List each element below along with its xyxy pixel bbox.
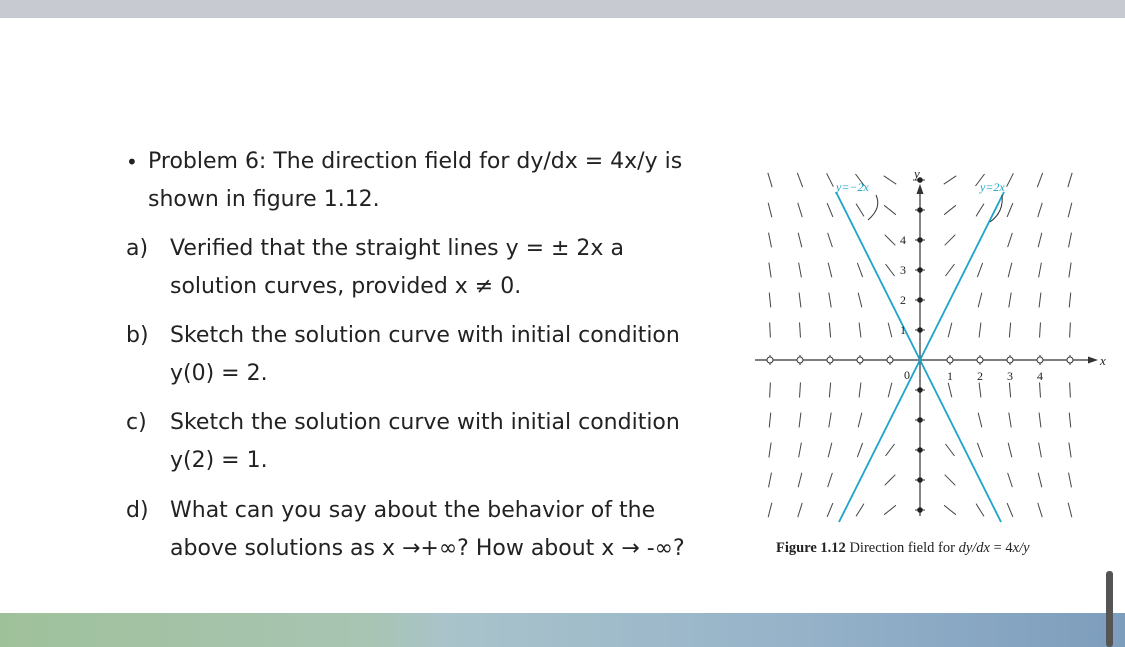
slope-segment — [979, 323, 981, 338]
slope-segment — [768, 503, 772, 518]
slope-segment — [1039, 263, 1042, 278]
slope-segment — [798, 203, 802, 217]
caption-eq: = 4 — [989, 540, 1013, 556]
part-a-line1: Verified that the straight lines y = ± 2x a — [170, 236, 624, 261]
slope-segment — [799, 293, 801, 308]
slope-segment — [946, 444, 955, 456]
x-tick-label: 3 — [1007, 369, 1013, 383]
bullet-marker: • — [126, 150, 138, 174]
slope-segment — [827, 503, 833, 517]
figure-caption — [776, 540, 1030, 557]
slope-segment — [1069, 413, 1070, 428]
part-a-line2: solution curves, provided x ≠ 0. — [170, 274, 522, 299]
x-tick-label: 1 — [947, 369, 953, 383]
x-axis-point — [947, 357, 953, 363]
slope-segment — [1009, 413, 1011, 428]
slope-segment — [976, 504, 984, 517]
slope-segment — [857, 263, 862, 277]
slope-segment — [769, 233, 772, 248]
slope-segment — [1009, 383, 1010, 398]
y-tick-label: 3 — [900, 263, 906, 277]
y-axis-point — [917, 207, 923, 213]
slope-segment — [884, 205, 896, 214]
slope-segment — [945, 475, 956, 486]
slope-segment — [798, 503, 802, 517]
slope-segment — [1007, 203, 1013, 217]
slope-segment — [859, 323, 861, 338]
slope-segment — [948, 323, 952, 338]
slope-segment — [1037, 173, 1042, 187]
slope-segment — [859, 383, 861, 398]
slope-segment — [1069, 233, 1072, 248]
caption-text: Direction field for — [845, 540, 959, 556]
part-b-line1: Sketch the solution curve with initial condition — [170, 323, 680, 348]
y-axis-arrow — [917, 184, 924, 194]
slope-segment — [886, 264, 895, 276]
slope-segment — [1039, 293, 1041, 308]
slope-segment — [1039, 443, 1042, 458]
slope-segment — [828, 263, 832, 278]
slope-segment — [1040, 383, 1041, 398]
slope-segment — [1069, 443, 1071, 458]
slope-segment — [769, 293, 770, 308]
x-tick-labels — [947, 369, 1043, 383]
slope-segment — [976, 204, 984, 217]
direction-field-figure — [750, 160, 1120, 560]
slope-segment — [856, 204, 864, 217]
slope-segment — [944, 505, 956, 514]
y-tick-label: 4 — [900, 233, 906, 247]
part-b-label: b) — [126, 323, 149, 348]
slope-segment — [799, 443, 802, 458]
origin-label: 0 — [904, 368, 910, 382]
slope-segment — [829, 413, 831, 428]
problem-title-line2: shown in figure 1.12. — [148, 187, 380, 212]
slope-segment — [829, 383, 830, 398]
slope-segment — [978, 293, 982, 308]
x-axis-point — [857, 357, 863, 363]
slope-segment — [1007, 173, 1014, 186]
slope-segment — [798, 473, 802, 488]
slope-segment — [768, 173, 772, 187]
y-axis-label: y — [914, 166, 920, 181]
slope-segment — [800, 323, 801, 338]
y-axis-point — [917, 507, 923, 513]
slope-segment — [1008, 263, 1012, 278]
line-pos-label: y=2x — [980, 180, 1005, 194]
slope-segment — [769, 413, 770, 428]
y-axis-point — [917, 327, 923, 333]
slope-segment — [858, 413, 862, 428]
slope-segment — [948, 383, 952, 398]
slope-segment — [827, 173, 834, 186]
x-axis-arrow — [1088, 357, 1098, 364]
slope-segment — [944, 176, 956, 184]
x-axis-point — [767, 357, 773, 363]
slope-segment — [1070, 383, 1071, 398]
slope-segment — [769, 443, 771, 458]
slope-segment — [945, 235, 956, 246]
slope-segment — [1069, 473, 1072, 488]
slope-segment — [770, 323, 771, 338]
x-tick-label: 2 — [977, 369, 983, 383]
slope-segment — [1007, 503, 1013, 517]
slope-segment — [1040, 323, 1041, 338]
slope-segment — [1008, 443, 1012, 458]
slope-segment — [885, 475, 896, 486]
x-axis-point — [1007, 357, 1013, 363]
y-axis-point — [917, 417, 923, 423]
part-d-line2: above solutions as x →+∞? How about x → -∞? — [170, 536, 685, 561]
slope-segment — [944, 205, 956, 214]
slope-segment — [1009, 293, 1011, 308]
x-axis-point — [1067, 357, 1073, 363]
x-axis-point — [827, 357, 833, 363]
slope-segment — [799, 413, 801, 428]
x-axis-point — [1037, 357, 1043, 363]
x-tick-label: 4 — [1037, 369, 1043, 383]
y-axis-point — [917, 267, 923, 273]
slope-segment — [799, 263, 802, 278]
slope-segment — [884, 505, 896, 514]
slope-segment — [858, 293, 862, 308]
slope-segment — [1039, 413, 1041, 428]
y-tick-label: 1 — [900, 323, 906, 337]
part-b-line2: y(0) = 2. — [170, 361, 268, 386]
x-axis-label: x — [1100, 353, 1106, 368]
slope-segment — [828, 473, 833, 487]
slope-segment — [1008, 473, 1013, 487]
slope-segment — [1070, 323, 1071, 338]
slope-segment — [829, 293, 831, 308]
slope-segment — [857, 443, 862, 457]
slope-segment — [797, 173, 802, 187]
slope-segment — [884, 176, 896, 184]
slope-segment — [979, 383, 981, 398]
y-axis-point — [917, 297, 923, 303]
slope-segment — [769, 473, 772, 488]
scrollbar-thumb[interactable] — [1106, 571, 1113, 647]
slope-segment — [800, 383, 801, 398]
x-axis-point — [797, 357, 803, 363]
slope-segment — [768, 203, 772, 218]
slope-segment — [886, 444, 895, 456]
slope-segment — [885, 235, 896, 246]
slope-segment — [1038, 473, 1042, 488]
part-d-label: d) — [126, 498, 149, 523]
slope-segment — [946, 264, 955, 276]
slope-segment — [798, 233, 802, 248]
part-c-line1: Sketch the solution curve with initial condition — [170, 410, 680, 435]
line-neg-label: y=−2x — [836, 180, 869, 194]
y-axis-point — [917, 237, 923, 243]
slope-segment — [1068, 173, 1072, 187]
slope-segment — [1038, 233, 1042, 248]
slope-segment — [828, 233, 833, 247]
slope-segment — [977, 263, 982, 277]
x-axis-point — [977, 357, 983, 363]
problem-title-line1: Problem 6: The direction field for dy/dx = 4x/y is — [148, 149, 683, 174]
slope-segment — [1038, 203, 1042, 217]
slope-segment — [1069, 293, 1070, 308]
slope-segment — [770, 383, 771, 398]
slope-segment — [977, 443, 982, 457]
x-axis-point — [887, 357, 893, 363]
part-c-label: c) — [126, 410, 147, 435]
caption-expr: dy/dx — [958, 540, 990, 556]
part-c-line2: y(2) = 1. — [170, 448, 268, 473]
slope-segment — [769, 263, 771, 278]
slope-segment — [1038, 503, 1042, 517]
direction-field-plot — [750, 160, 1120, 540]
y-tick-label: 2 — [900, 293, 906, 307]
slope-segment — [1068, 203, 1072, 218]
slope-segment — [978, 413, 982, 428]
bottom-decorative-bar — [0, 613, 1125, 647]
slope-segment — [888, 383, 892, 398]
part-d-line1: What can you say about the behavior of the — [170, 498, 656, 523]
y-axis-point — [917, 447, 923, 453]
label-pointer-neg — [868, 195, 878, 220]
caption-rhs: x/y — [1012, 540, 1030, 556]
part-a-label: a) — [126, 236, 149, 261]
slope-segment — [888, 323, 892, 338]
y-axis-point — [917, 477, 923, 483]
slope-segment — [1068, 503, 1072, 518]
slope-segment — [828, 443, 832, 458]
slope-segment — [829, 323, 830, 338]
slope-segment — [856, 504, 864, 517]
slope-segment — [1069, 263, 1071, 278]
y-axis-point — [917, 387, 923, 393]
slope-segment — [827, 203, 833, 217]
caption-label: Figure 1.12 — [776, 540, 846, 556]
slope-segment — [1008, 233, 1013, 247]
slope-segment — [1009, 323, 1010, 338]
